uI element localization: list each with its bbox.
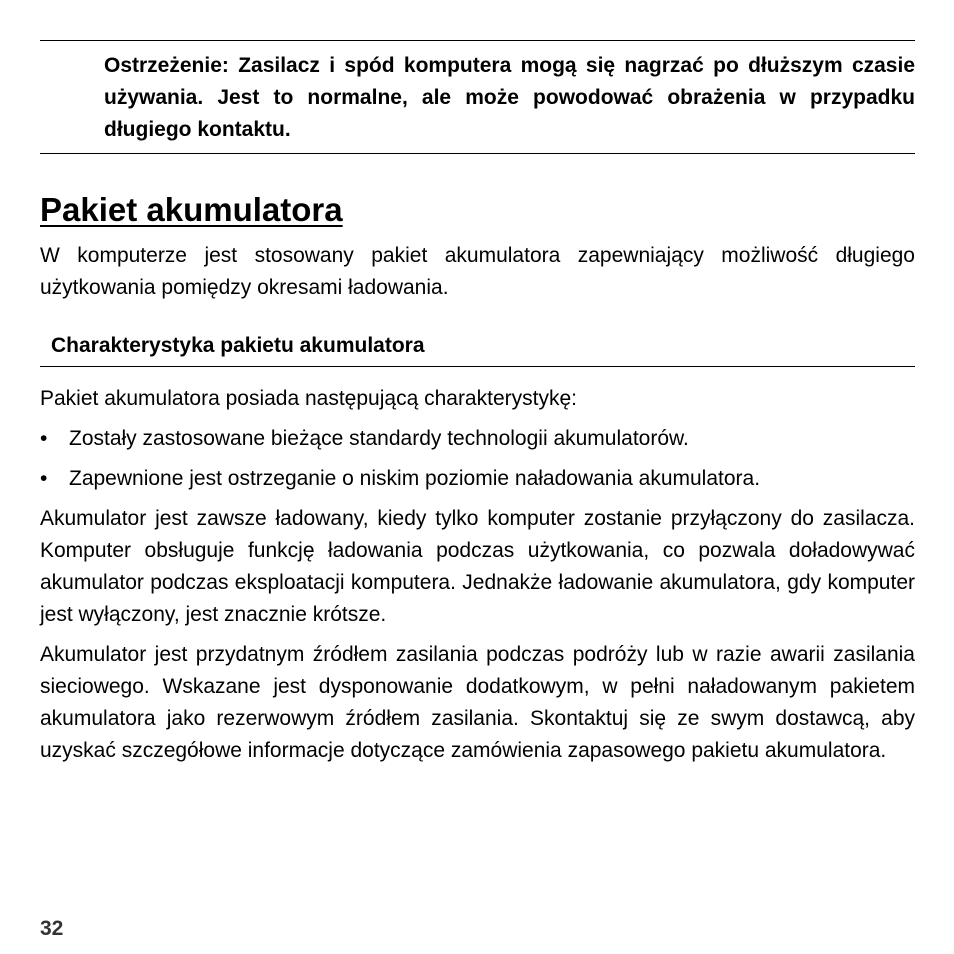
body-paragraph-charging: Akumulator jest zawsze ładowany, kiedy tylko komputer zostanie przyłączony do zasilacza. Komputer obsługuje funkcję ładowania podczas użytkowania, co pozwala doładowywać akumulator podczas eksploatacji komputera. Jednakże ładowanie akumulatora, gdy komputer jest wyłączony, jest znacznie krótsze. bbox=[40, 507, 915, 626]
list-item-text: Zapewnione jest ostrzeganie o niskim poziomie naładowania akumulatora. bbox=[69, 467, 761, 490]
subsection-title: Charakterystyka pakietu akumulatora bbox=[51, 334, 425, 357]
list-item-text: Zostały zastosowane bieżące standardy technologii akumulatorów. bbox=[69, 427, 689, 450]
feature-list bbox=[40, 423, 915, 495]
document-page bbox=[40, 40, 915, 767]
bullet-icon: • bbox=[40, 467, 48, 490]
list-item bbox=[40, 423, 915, 455]
warning-box bbox=[40, 40, 915, 154]
warning-text: Ostrzeżenie: Zasilacz i spód komputera mogą się nagrzać po dłuższym czasie używania. Jest to normalne, ale może powodować obrażenia w przypadku długiego kontaktu. bbox=[104, 54, 915, 141]
page-number: 32 bbox=[40, 917, 64, 940]
section-title: Pakiet akumulatora bbox=[40, 191, 343, 228]
list-item bbox=[40, 463, 915, 495]
subsection-header bbox=[40, 332, 915, 367]
body-paragraph-spare-battery: Akumulator jest przydatnym źródłem zasilania podczas podróży lub w razie awarii zasilania sieciowego. Wskazane jest dysponowanie dodatkowym, w pełni naładowanym pakietem akumulatora jako rezerwowym źródłem zasilania. Skontaktuj się ze swym dostawcą, aby uzyskać szczegółowe informacje dotyczące zamówienia zapasowego pakietu akumulatora. bbox=[40, 643, 915, 762]
subsection-lead: Pakiet akumulatora posiada następującą charakterystykę: bbox=[40, 387, 577, 410]
bullet-icon: • bbox=[40, 427, 48, 450]
section-intro: W komputerze jest stosowany pakiet akumulatora zapewniający możliwość długiego użytkowania pomiędzy okresami ładowania. bbox=[40, 244, 915, 299]
